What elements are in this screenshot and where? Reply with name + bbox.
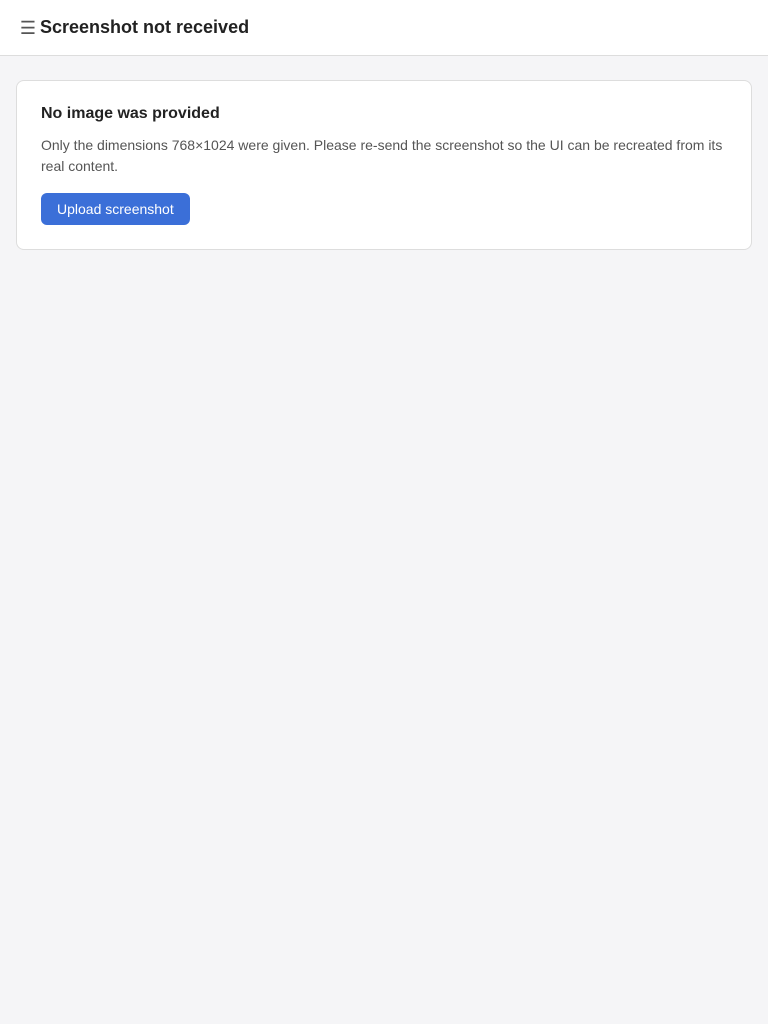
menu-icon[interactable]: ☰ <box>19 17 37 38</box>
notice-card <box>16 80 752 250</box>
page-title: Screenshot not received <box>40 17 250 37</box>
app-header <box>0 0 768 56</box>
main-content <box>0 56 768 274</box>
upload-button[interactable]: Upload screenshot <box>41 193 190 225</box>
notice-message: Only the dimensions 768×1024 were given. Please re-send the screenshot so the UI can be recreated from its real content. <box>41 137 723 174</box>
notice-heading: No image was provided <box>41 105 220 122</box>
